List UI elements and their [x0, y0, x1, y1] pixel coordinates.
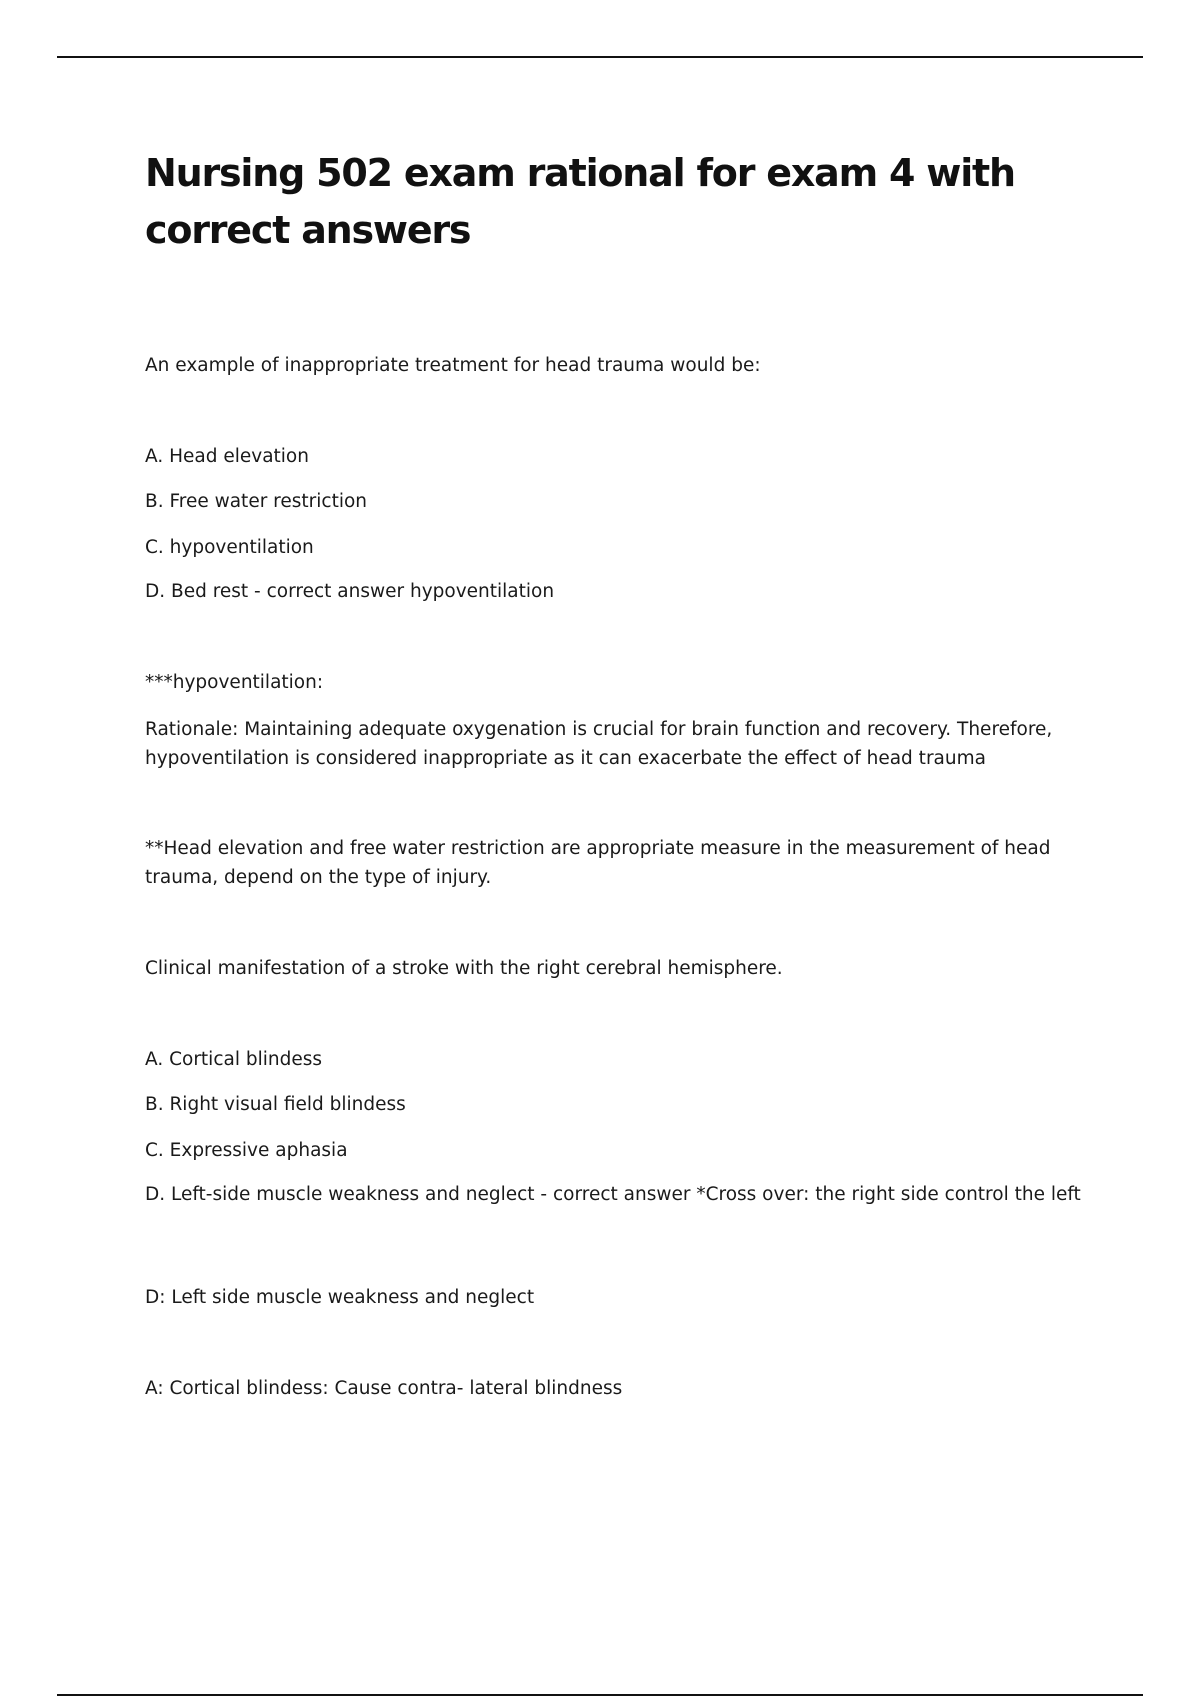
question-2-explanation-a: A: Cortical blindess: Cause contra- lateral blindness	[145, 1378, 623, 1399]
question-1-option-a: A. Head elevation	[145, 446, 309, 467]
bottom-rule	[57, 1694, 1143, 1696]
question-2-option-d: D. Left-side muscle weakness and neglect - correct answer *Cross over: the right side control the left	[145, 1184, 1081, 1205]
question-1-rationale: Rationale: Maintaining adequate oxygenation is crucial for brain function and recovery. Therefore, hypoventilation is considered inappropriate as it can exacerbate the effect of head trauma	[145, 719, 1053, 769]
question-2-explanation-d: D: Left side muscle weakness and neglect	[145, 1287, 535, 1308]
question-1-note: **Head elevation and free water restriction are appropriate measure in the measurement of head trauma, depend on the type of injury.	[145, 838, 1051, 888]
question-1-text: An example of inappropriate treatment for head trauma would be:	[145, 355, 761, 376]
document-title: Nursing 502 exam rational for exam 4 with correct answers	[145, 151, 1015, 252]
question-1-option-c: C. hypoventilation	[145, 537, 314, 558]
question-2-option-a: A. Cortical blindess	[145, 1049, 323, 1070]
question-1-option-d: D. Bed rest - correct answer hypoventilation	[145, 581, 555, 602]
question-2-text: Clinical manifestation of a stroke with the right cerebral hemisphere.	[145, 958, 783, 979]
top-rule	[57, 56, 1143, 58]
question-2-option-b: B. Right visual field blindess	[145, 1094, 406, 1115]
question-2-option-c: C. Expressive aphasia	[145, 1140, 348, 1161]
question-1-option-b: B. Free water restriction	[145, 491, 368, 512]
question-1-note-heading: ***hypoventilation:	[145, 672, 324, 693]
